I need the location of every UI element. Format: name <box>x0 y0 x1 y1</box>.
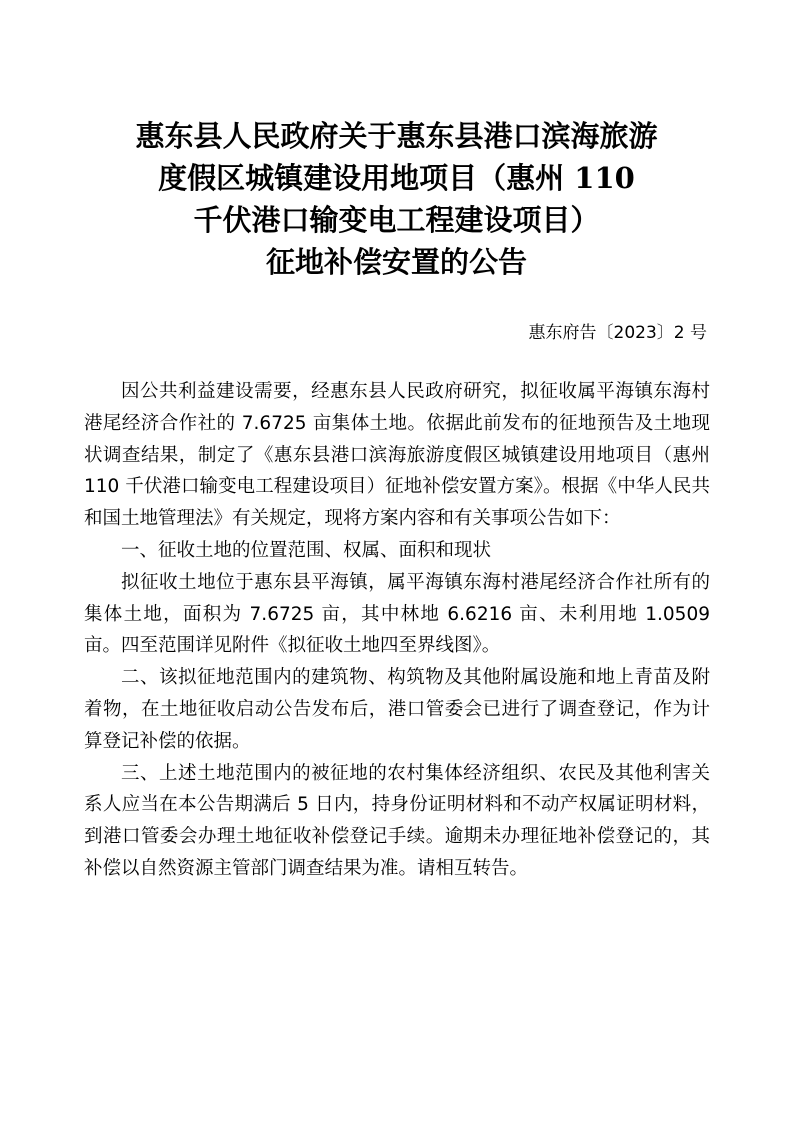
document-body <box>84 376 710 885</box>
section-3-paragraph: 三、上述土地范围内的被征地的农村集体经济组织、农民及其他利害关系人应当在本公告期满后 5 日内，持身份证明材料和不动产权属证明材料，到港口管委会办理土地征收补偿登记手续。逾期未办理征地补偿登记的，其补偿以自然资源主管部门调查结果为准。请相互转告。 <box>84 762 710 879</box>
section-1-heading: 一、征收土地的位置范围、权属、面积和现状 <box>121 539 492 561</box>
title-line-4: 征地补偿安置的公告 <box>265 245 527 279</box>
title-line-2: 度假区城镇建设用地项目（惠州 110 <box>158 161 635 195</box>
title-line-1: 惠东县人民政府关于惠东县港口滨海旅游 <box>135 119 658 153</box>
document-title <box>100 115 693 283</box>
section-2-paragraph: 二、该拟征地范围内的建筑物、构筑物及其他附属设施和地上青苗及附着物，在土地征收启动公告发布后，港口管委会已进行了调查登记，作为计算登记补偿的依据。 <box>84 667 710 752</box>
document-number: 惠东府告〔2023〕2 号 <box>528 323 707 343</box>
section-1-paragraph: 拟征收土地位于惠东县平海镇，属平海镇东海村港尾经济合作社所有的集体土地，面积为 7.6725 亩，其中林地 6.6216 亩、未利用地 1.0509 亩。四至范围详见附件《拟征收土地四至界线图》。 <box>84 571 710 657</box>
title-line-3: 千伏港口输变电工程建设项目） <box>193 203 600 237</box>
intro-paragraph: 因公共利益建设需要，经惠东县人民政府研究，拟征收属平海镇东海村港尾经济合作社的 7.6725 亩集体土地。依据此前发布的征地预告及土地现状调查结果，制定了《惠东县港口滨海旅游度假区城镇建设用地项目（惠州 110 千伏港口输变电工程建设项目）征地补偿安置方案》。根据《中华人民共和国土地管理法》有关规定，现将方案内容和有关事项公告如下： <box>84 381 710 530</box>
